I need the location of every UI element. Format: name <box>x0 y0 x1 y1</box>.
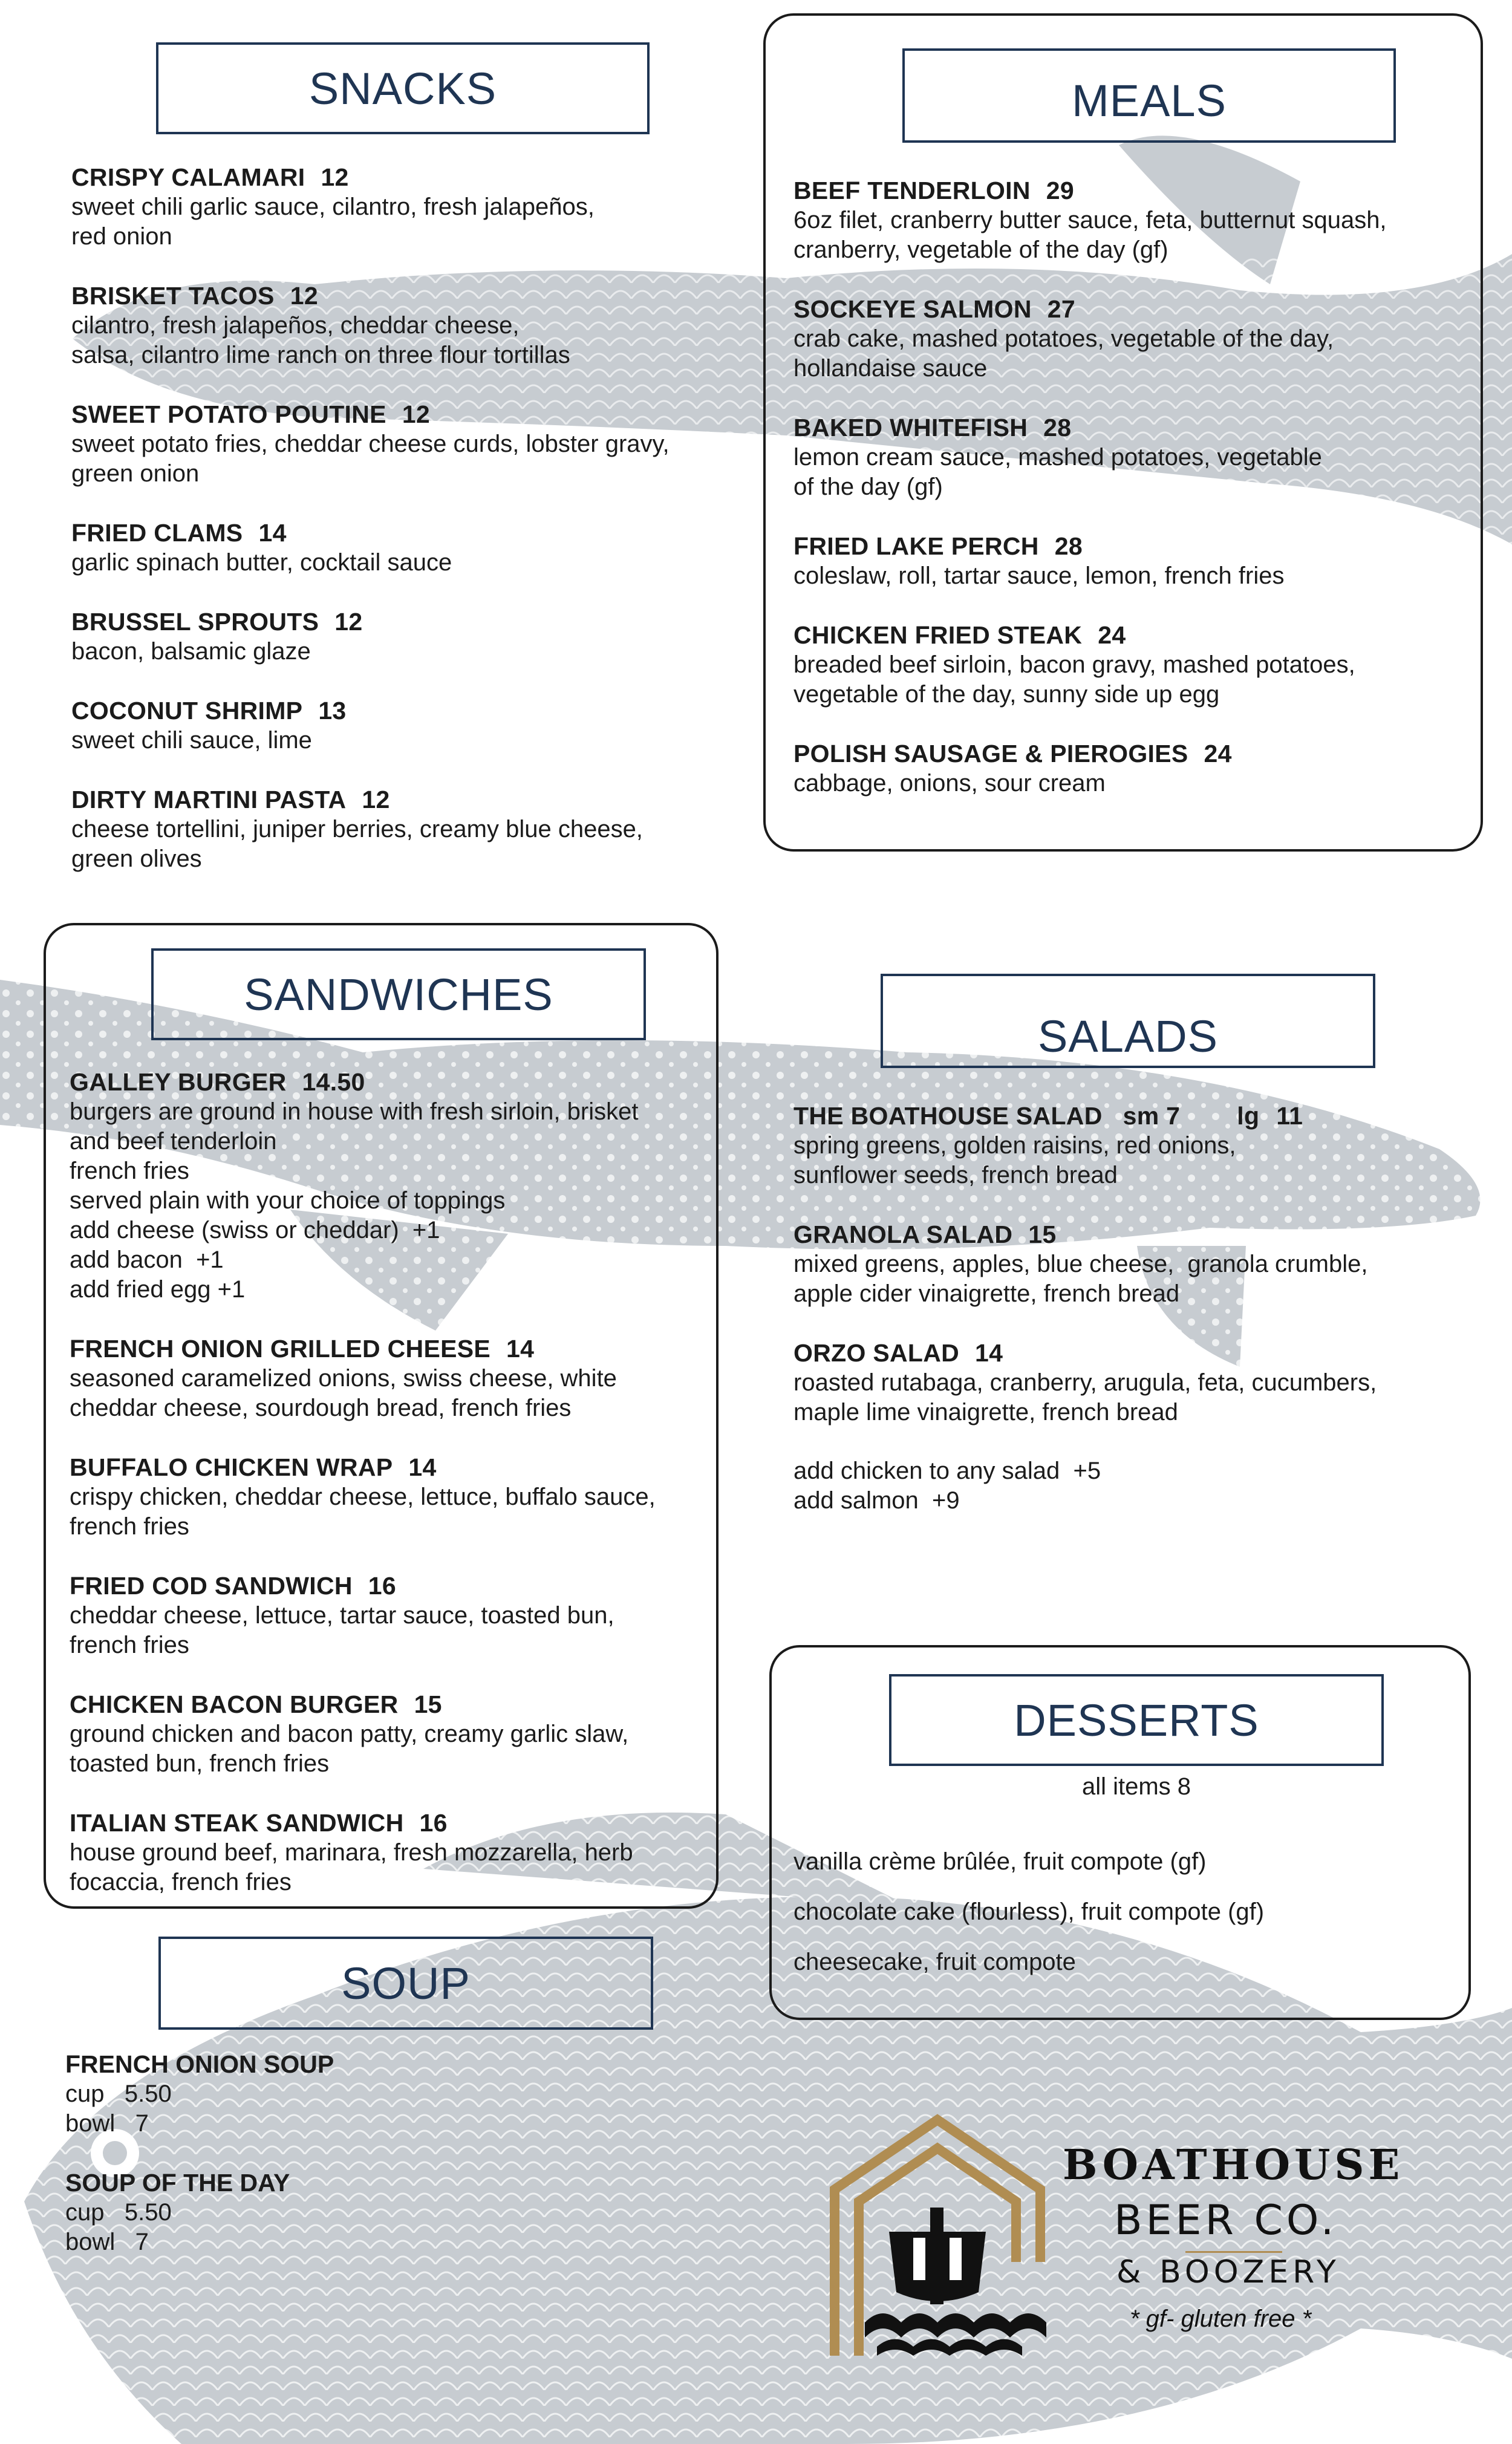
gluten-free-footnote: * gf- gluten free * <box>1130 2306 1312 2332</box>
item-name: BEEF TENDERLOIN <box>793 177 1031 204</box>
meals-section <box>793 175 1471 827</box>
menu-item <box>71 784 749 874</box>
item-name: FRIED LAKE PERCH <box>793 532 1039 560</box>
menu-item <box>70 1334 711 1423</box>
desserts-section <box>793 1847 1459 1998</box>
item-desc: sweet potato fries, cheddar cheese curds, lobster gravy, <box>71 431 670 457</box>
sandwiches-title: SANDWICHES <box>244 969 553 1020</box>
item-name: BAKED WHITEFISH <box>793 414 1028 442</box>
item-desc: cup 5.50 <box>65 2081 172 2107</box>
item-name: CHICKEN BACON BURGER <box>70 1690 399 1718</box>
item-desc: coleslaw, roll, tartar sauce, lemon, french fries <box>793 562 1285 589</box>
item-desc: mixed greens, apples, blue cheese, granola crumble, <box>793 1251 1368 1277</box>
item-price: 12 <box>362 786 390 813</box>
item-price: 12 <box>334 608 363 636</box>
item-price: 16 <box>368 1572 396 1600</box>
item-price: 12 <box>321 163 349 191</box>
item-desc: crispy chicken, cheddar cheese, lettuce, buffalo sauce, <box>70 1484 656 1510</box>
item-name: FRENCH ONION GRILLED CHEESE <box>70 1335 491 1363</box>
soup-title-box <box>158 1937 653 2030</box>
item-desc: french fries <box>70 1513 189 1540</box>
item-price: 24 <box>1204 740 1232 767</box>
soup-title: SOUP <box>341 1958 471 2009</box>
item-desc: bowl 7 <box>65 2229 149 2255</box>
item-desc: add fried egg +1 <box>70 1276 246 1303</box>
snacks-title-box <box>156 42 650 134</box>
item-desc: and beef tenderloin <box>70 1128 277 1155</box>
salads-title-box <box>881 974 1375 1068</box>
item-desc: french fries <box>70 1632 189 1658</box>
menu-item <box>793 1101 1477 1190</box>
item-name: BRISKET TACOS <box>71 282 275 310</box>
item-desc: cilantro, fresh jalapeños, cheddar cheese, <box>71 312 520 339</box>
menu-item <box>70 1452 711 1542</box>
item-price: 12 <box>290 282 318 310</box>
snacks-title: SNACKS <box>308 63 497 114</box>
item-price: 14 <box>408 1453 437 1481</box>
item-desc: cranberry, vegetable of the day (gf) <box>793 236 1168 263</box>
item-name: ORZO SALAD <box>793 1339 960 1367</box>
item-desc: breaded beef sirloin, bacon gravy, mashed potatoes, <box>793 651 1355 678</box>
desserts-note: all items 8 <box>1081 1773 1191 1800</box>
item-name: GALLEY BURGER <box>70 1068 287 1096</box>
item-price: 24 <box>1098 621 1126 649</box>
item-name: DIRTY MARTINI PASTA <box>71 786 347 813</box>
item-name: FRENCH ONION SOUP <box>65 2050 334 2078</box>
item-desc: of the day (gf) <box>793 474 943 500</box>
item-price: 14 <box>975 1339 1003 1367</box>
item-name: FRIED CLAMS <box>71 519 243 547</box>
item-desc: garlic spinach butter, cocktail sauce <box>71 549 452 576</box>
item-name: COCONUT SHRIMP <box>71 697 303 725</box>
menu-item <box>71 162 749 252</box>
addon-line: add salmon +9 <box>793 1487 960 1514</box>
item-desc: spring greens, golden raisins, red onions, <box>793 1132 1236 1159</box>
menu-item <box>793 1219 1477 1309</box>
logo-line-boathouse: BOATHOUSE <box>1063 2141 1404 2189</box>
item-price-large: 11 <box>1276 1102 1303 1130</box>
item-desc: add bacon +1 <box>70 1246 224 1273</box>
item-price: 14 <box>506 1335 535 1363</box>
item-price: 15 <box>414 1690 442 1718</box>
item-name: GRANOLA SALAD <box>793 1220 1013 1248</box>
logo-line-boozery: & BOOZERY <box>1116 2254 1340 2290</box>
item-price: 28 <box>1054 532 1083 560</box>
item-desc: salsa, cilantro lime ranch on three flour tortillas <box>71 342 570 368</box>
menu-item <box>70 1571 711 1660</box>
item-desc: sunflower seeds, french bread <box>793 1162 1118 1188</box>
salads-section <box>793 1101 1477 1516</box>
menu-item <box>793 175 1471 265</box>
desserts-title: DESSERTS <box>1014 1695 1259 1745</box>
item-desc: sweet chili garlic sauce, cilantro, fresh jalapeños, <box>71 194 595 220</box>
item-price-small: sm 7 <box>1123 1102 1181 1130</box>
snacks-section <box>71 162 749 903</box>
item-desc: served plain with your choice of toppings <box>70 1187 506 1214</box>
item-desc: ground chicken and bacon patty, creamy garlic slaw, <box>70 1721 629 1747</box>
item-desc: cup 5.50 <box>65 2199 172 2226</box>
item-desc: add cheese (swiss or cheddar) +1 <box>70 1217 440 1243</box>
item-name: SWEET POTATO POUTINE <box>71 400 386 428</box>
item-name: SOUP OF THE DAY <box>65 2169 290 2197</box>
item-desc: lemon cream sauce, mashed potatoes, vegetable <box>793 444 1322 471</box>
salads-title: SALADS <box>1037 1011 1219 1061</box>
item-price: 14 <box>258 519 287 547</box>
desserts-title-box <box>889 1674 1384 1766</box>
menu-item <box>793 531 1471 591</box>
menu-item <box>65 2049 610 2139</box>
addon-line: add chicken to any salad +5 <box>793 1458 1101 1484</box>
item-price: 16 <box>419 1809 448 1837</box>
item-name: ITALIAN STEAK SANDWICH <box>70 1809 404 1837</box>
meals-title-box <box>902 48 1396 143</box>
menu-item <box>71 399 749 489</box>
menu-item <box>793 1338 1477 1427</box>
meals-title: MEALS <box>1072 75 1227 126</box>
item-desc: maple lime vinaigrette, french bread <box>793 1399 1178 1426</box>
item-desc: focaccia, french fries <box>70 1869 292 1895</box>
menu-item <box>71 696 749 755</box>
item-name: CRISPY CALAMARI <box>71 163 305 191</box>
menu-item <box>70 1067 711 1305</box>
item-desc: green olives <box>71 846 202 872</box>
item-name: FRIED COD SANDWICH <box>70 1572 353 1600</box>
salad-addons <box>793 1456 1477 1516</box>
item-desc: cheese tortellini, juniper berries, creamy blue cheese, <box>71 816 643 842</box>
logo-divider <box>1185 2251 1282 2253</box>
dessert-item: chocolate cake (flourless), fruit compote (gf) <box>793 1898 1265 1925</box>
sandwiches-section <box>70 1067 711 1926</box>
dessert-item: cheesecake, fruit compote <box>793 1949 1076 1975</box>
item-desc: roasted rutabaga, cranberry, arugula, feta, cucumbers, <box>793 1369 1377 1396</box>
item-desc: 6oz filet, cranberry butter sauce, feta, butternut squash, <box>793 207 1387 233</box>
item-price: 28 <box>1043 414 1072 442</box>
item-desc: cabbage, onions, sour cream <box>793 770 1106 797</box>
soup-section <box>65 2049 610 2286</box>
item-price: 12 <box>402 400 431 428</box>
item-desc: vegetable of the day, sunny side up egg <box>793 681 1220 708</box>
item-desc: green onion <box>71 460 200 487</box>
item-desc: burgers are ground in house with fresh sirloin, brisket <box>70 1098 639 1125</box>
item-desc: toasted bun, french fries <box>70 1750 330 1777</box>
menu-item <box>71 518 749 578</box>
item-name: THE BOATHOUSE SALAD <box>793 1102 1103 1130</box>
sandwiches-title-box <box>151 948 646 1040</box>
menu-item <box>65 2168 610 2257</box>
item-name: CHICKEN FRIED STEAK <box>793 621 1083 649</box>
menu-item <box>793 412 1471 502</box>
item-price: 13 <box>318 697 347 725</box>
item-desc: crab cake, mashed potatoes, vegetable of the day, <box>793 325 1334 352</box>
item-name: BUFFALO CHICKEN WRAP <box>70 1453 393 1481</box>
item-desc: seasoned caramelized onions, swiss cheese, white <box>70 1365 617 1392</box>
item-price: 14.50 <box>302 1068 365 1096</box>
item-desc: sweet chili sauce, lime <box>71 727 312 754</box>
boathouse-logo-icon <box>823 2111 1052 2365</box>
item-desc: red onion <box>71 223 172 250</box>
item-desc: bacon, balsamic glaze <box>71 638 311 665</box>
item-desc: cheddar cheese, sourdough bread, french fries <box>70 1395 572 1421</box>
menu-item <box>71 607 749 666</box>
menu-item <box>793 294 1471 383</box>
item-name: BRUSSEL SPROUTS <box>71 608 319 636</box>
item-desc: house ground beef, marinara, fresh mozzarella, herb <box>70 1839 633 1866</box>
item-desc: bowl 7 <box>65 2110 149 2137</box>
item-price: 15 <box>1028 1220 1057 1248</box>
item-desc: cheddar cheese, lettuce, tartar sauce, toasted bun, <box>70 1602 614 1629</box>
menu-item <box>793 738 1471 798</box>
item-name: SOCKEYE SALMON <box>793 295 1032 323</box>
menu-item <box>71 281 749 370</box>
item-price: 29 <box>1046 177 1074 204</box>
menu-item <box>70 1689 711 1779</box>
menu-item <box>793 620 1471 709</box>
menu-item <box>70 1808 711 1897</box>
item-desc: french fries <box>70 1158 189 1184</box>
item-desc: hollandaise sauce <box>793 355 988 382</box>
item-size-large-label: lg <box>1237 1102 1260 1130</box>
item-price: 27 <box>1047 295 1075 323</box>
dessert-item: vanilla crème brûlée, fruit compote (gf) <box>793 1848 1207 1875</box>
item-desc: apple cider vinaigrette, french bread <box>793 1280 1180 1307</box>
logo-line-beer-co: BEER CO. <box>1114 2197 1338 2244</box>
item-name: POLISH SAUSAGE & PIEROGIES <box>793 740 1188 767</box>
